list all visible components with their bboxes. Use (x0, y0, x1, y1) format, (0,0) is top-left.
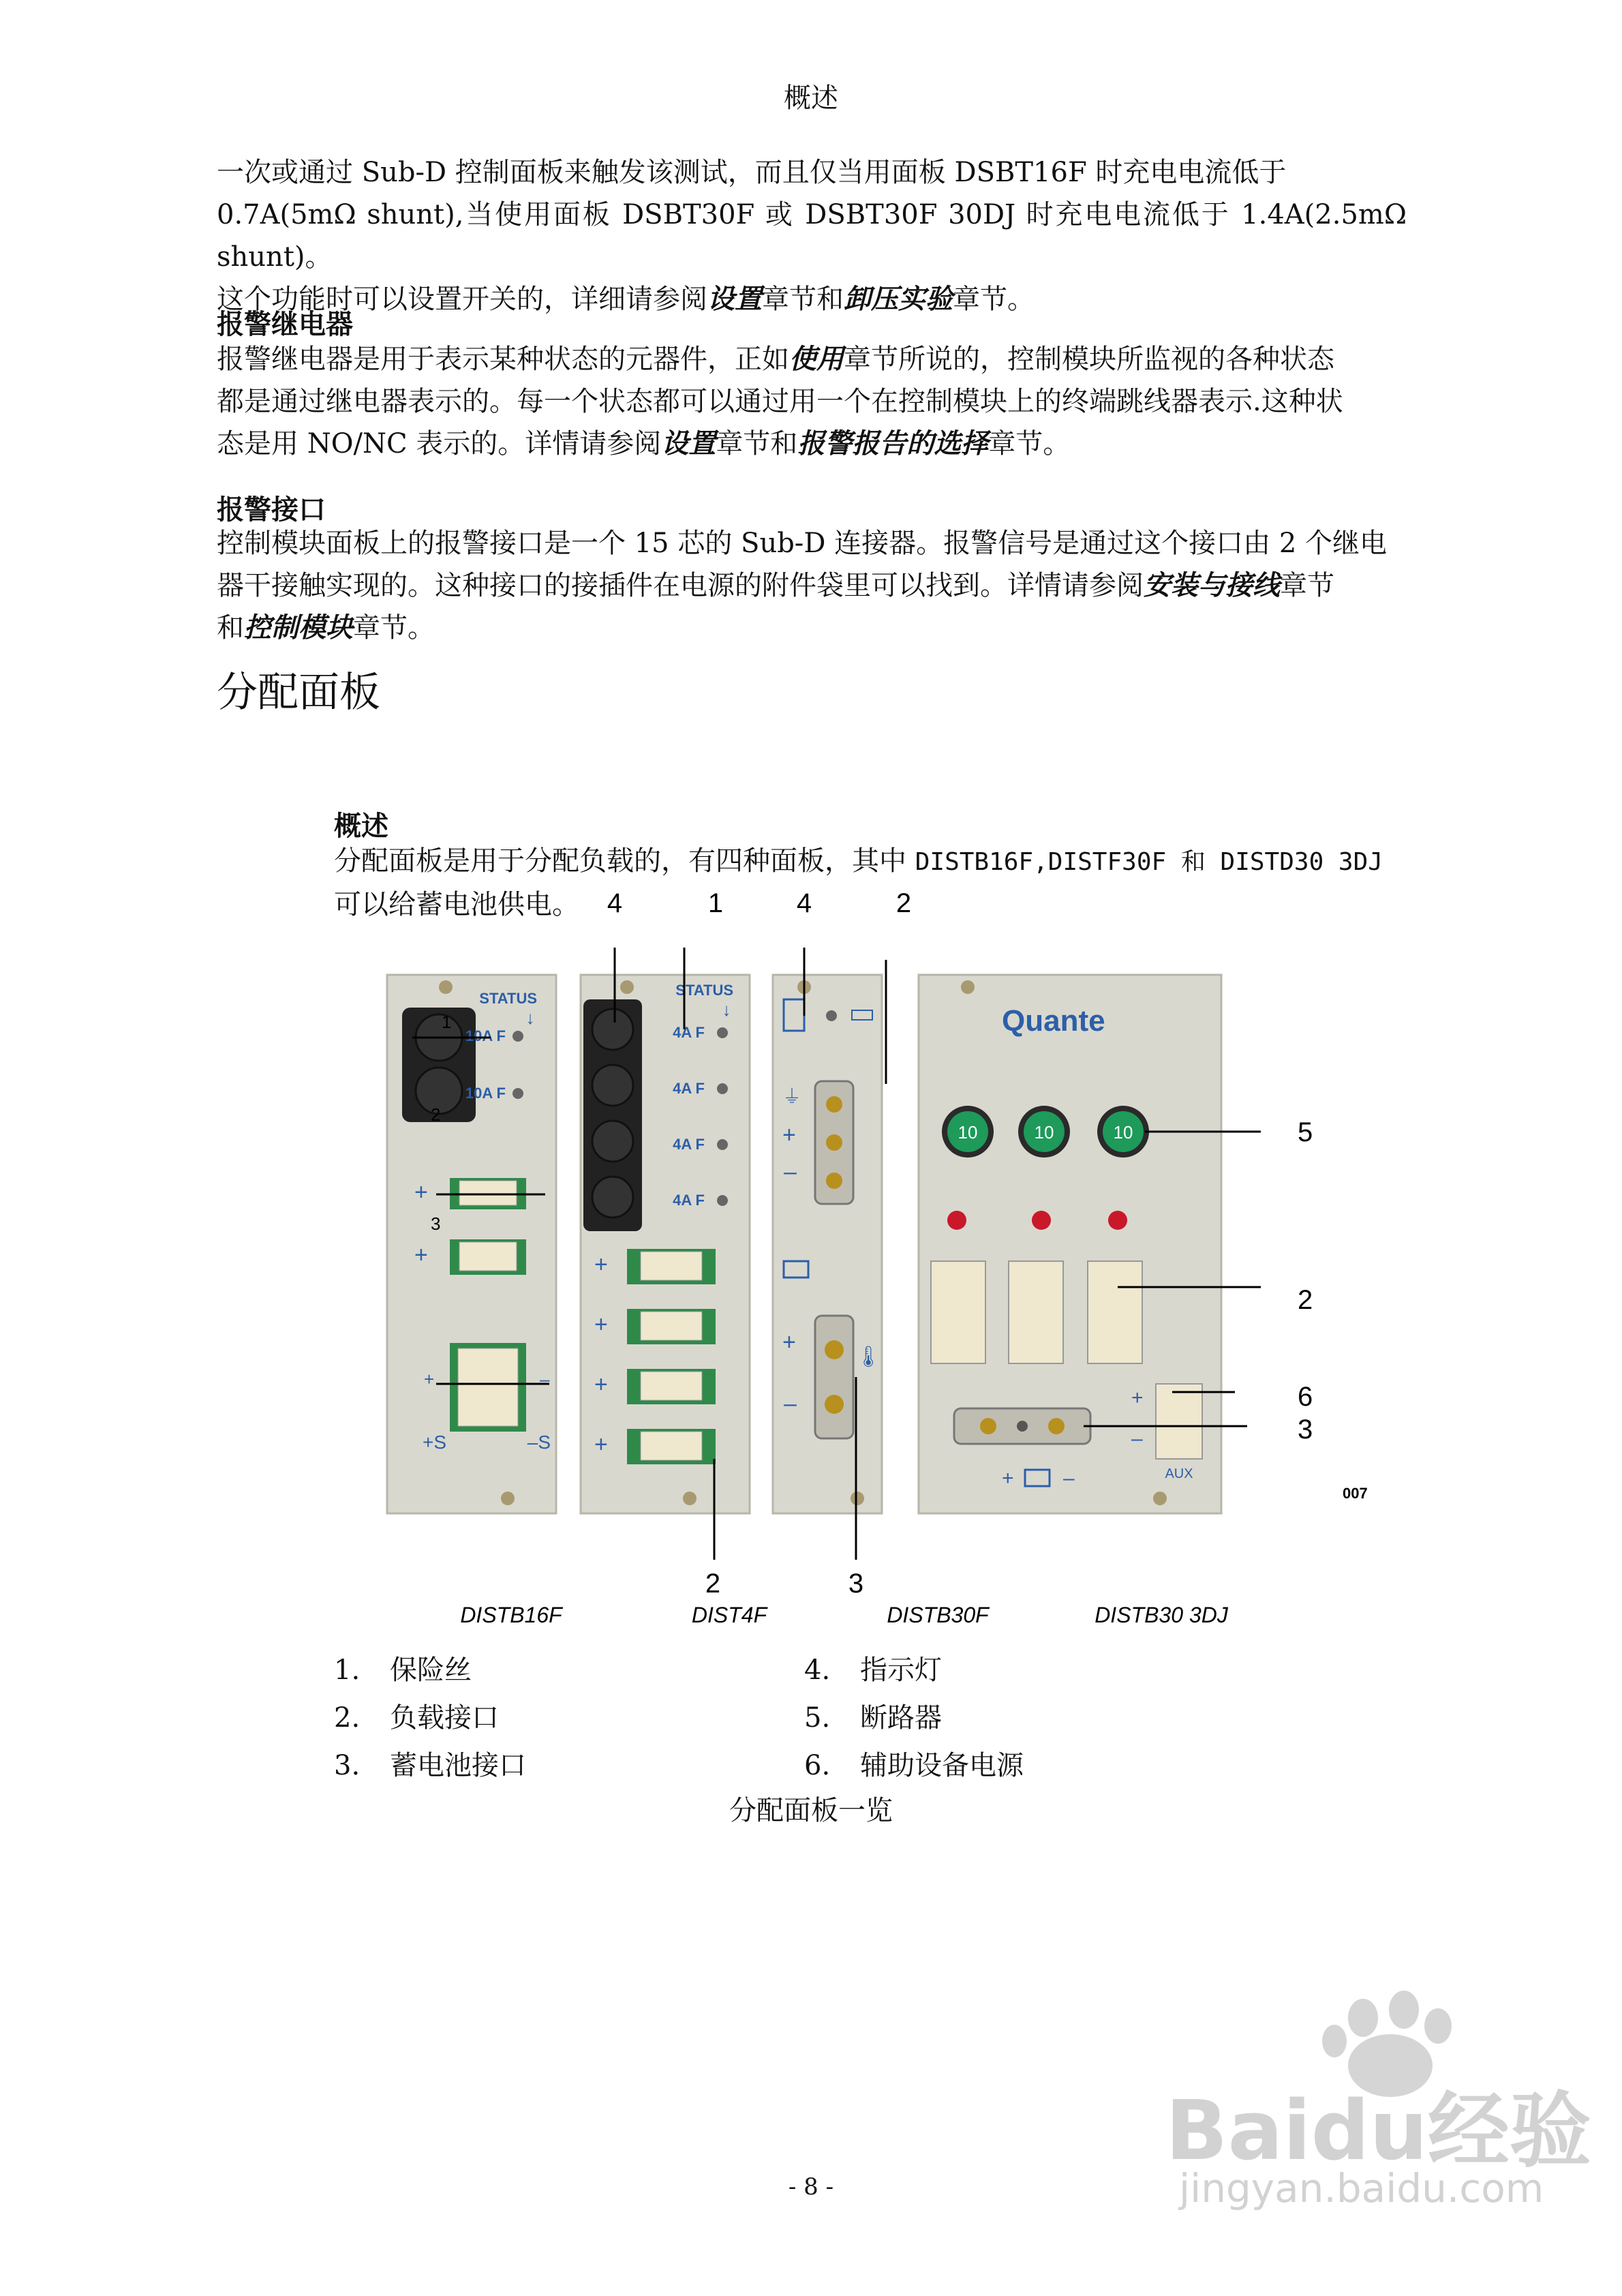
callout-right-6: 6 (1298, 1382, 1313, 1412)
panel1-plus-a: + (414, 1179, 428, 1205)
panel4-screw-bottom (1153, 1492, 1167, 1505)
callout-bottom-2: 2 (705, 1569, 721, 1599)
panel2-fuse-2-icon (592, 1065, 633, 1106)
panel4-led-3 (1108, 1211, 1127, 1230)
overview-line-2: 可以给蓄电池供电。 (334, 889, 579, 920)
ref-pressure-test[interactable]: 卸压实验 (844, 283, 953, 315)
alarm-interface-line-1: 控制模块面板上的报警接口是一个 15 芯的 Sub-D 连接器。报警信号是通过这个接口由 2 个继电 (217, 528, 1387, 559)
panel3-thermometer-icon: 🌡 (855, 1346, 882, 1368)
panel1-plus-b: + (414, 1242, 428, 1268)
legend-item-2: 2. 负载接口 (334, 1702, 499, 1734)
panel4-battery-minus: – (1063, 1467, 1075, 1490)
svg-text:+: + (594, 1372, 608, 1398)
panel1-s-minus: –S (527, 1432, 551, 1453)
panel2-status-arrow-icon: ↓ (722, 999, 731, 1020)
panel3-load-pin-1 (826, 1096, 842, 1113)
panel2-status-label: STATUS (675, 982, 733, 999)
panel1-minus-c: – (540, 1369, 550, 1389)
panel2-screw-bottom (683, 1492, 697, 1505)
panel4-aux-connector (1156, 1384, 1202, 1459)
legend-item-4: 4. 指示灯 (804, 1655, 942, 1686)
panel3-minus-load: – (784, 1159, 797, 1185)
alarm-interface-line-2: 器干接触实现的。这种接口的接插件在电源的附件袋里可以找到。详情请参阅安装与接线章节 (217, 569, 1334, 601)
panel4-load-connector-3 (1088, 1261, 1142, 1363)
ref-settings-2[interactable]: 设置 (661, 427, 716, 459)
alarm-relay-paragraph (217, 338, 1407, 465)
callout-top-4a: 4 (607, 888, 623, 918)
panel1-num-1: 1 (442, 1012, 452, 1032)
callout-right-2: 2 (1298, 1285, 1313, 1315)
intro-line-1: 一次或通过 Sub-D 控制面板来触发该测试，而且仅当用面板 DSBT16F 时充电电流低于 (217, 157, 1287, 188)
legend-item-6: 6. 辅助设备电源 (804, 1750, 1024, 1781)
panel4-battery-plus: + (1002, 1467, 1014, 1490)
panel1-connector-a (459, 1181, 517, 1205)
overview-line-1: 分配面板是用于分配负载的，有四种面板，其中 DISTB16F,DISTF30F 和 DISTD30 3DJ (334, 845, 1383, 877)
panel2-status-led-1 (717, 1027, 728, 1038)
panel1-s-plus: +S (423, 1432, 447, 1453)
panel2-status-led-2 (717, 1083, 728, 1094)
watermark-brand: Baidu经验 (1165, 2084, 1591, 2179)
panel3-plus-battery: + (782, 1329, 796, 1355)
panel1-num-2: 2 (431, 1104, 441, 1125)
panel4-breaker-3-label: 10 (1113, 1122, 1133, 1143)
panel2-screw-top (620, 980, 634, 994)
alarm-interface-heading: 报警接口 (217, 494, 326, 526)
panel1-status-arrow-icon: ↓ (525, 1008, 535, 1028)
alarm-relay-line-2: 都是通过继电器表示的。每一个状态都可以通过用一个在控制模块上的终端跳线器表示.这种状 (217, 386, 1343, 417)
callout-right-5: 5 (1298, 1117, 1313, 1147)
legend-item-1: 1. 保险丝 (334, 1655, 472, 1686)
panel2-fuse-3-icon (592, 1121, 633, 1162)
panel3-screw-bottom (851, 1492, 864, 1505)
callout-right-3: 3 (1298, 1415, 1313, 1445)
panel2-fuse-2-label: 4A F (673, 1080, 705, 1097)
panel4-aux-label: AUX (1165, 1466, 1193, 1481)
intro-line-3: 这个功能时可以设置开关的，详细请参阅设置章节和卸压实验章节。 (217, 283, 1035, 315)
distribution-panels-figure (0, 879, 1622, 1629)
panel3-load-pin-3 (826, 1173, 842, 1189)
panel4-led-2 (1032, 1211, 1051, 1230)
panel1-fuse-2-label: 10A F (465, 1085, 506, 1102)
panel2-fuse-4-label: 4A F (673, 1192, 705, 1209)
panel2-fuse-1-label: 4A F (673, 1024, 705, 1041)
figure-code: 007 (1343, 1485, 1368, 1502)
panel-distb16f (387, 975, 556, 1513)
callout-bottom-3: 3 (848, 1569, 864, 1599)
ref-usage[interactable]: 使用 (789, 343, 844, 375)
panel1-screw-bottom (501, 1492, 515, 1505)
callout-top-2: 2 (896, 888, 912, 918)
panel4-battery-pin-2 (1017, 1421, 1028, 1432)
ref-install-wiring[interactable]: 安装与接线 (1144, 569, 1280, 601)
panel2-fuse-1-icon (592, 1009, 633, 1050)
ref-control-module[interactable]: 控制模块 (244, 611, 353, 644)
panel1-num-3: 3 (431, 1213, 441, 1234)
caption-distb30f: DISTB30F (887, 1603, 989, 1627)
panel1-status-label: STATUS (479, 990, 537, 1007)
panel4-load-connector-2 (1009, 1261, 1063, 1363)
panel3-status-led (826, 1010, 837, 1021)
panel2-status-led-3 (717, 1139, 728, 1150)
callout-top-4b: 4 (796, 888, 812, 918)
panel1-connector-b (459, 1242, 517, 1271)
panel4-brand-logo: Quante (1002, 1004, 1105, 1038)
section-title: 分配面板 (217, 669, 380, 716)
panel-dist4f (581, 948, 750, 1560)
overview-heading: 概述 (334, 811, 388, 842)
baidu-watermark (1159, 1991, 1595, 2236)
panel1-fuse-1-label: 10A F (465, 1027, 506, 1044)
intro-line-2: 0.7A(5mΩ shunt),当使用面板 DSBT30F 或 DSBT30F 30DJ 时充电电流低于 1.4A(2.5mΩ shunt)。 (217, 199, 1407, 273)
panel3-battery-pin-1 (825, 1340, 844, 1359)
panel4-screw-top (961, 980, 975, 994)
panel1-screw-top (439, 980, 453, 994)
page-number: - 8 - (788, 2173, 834, 2201)
panel2-fuse-3-label: 4A F (673, 1136, 705, 1153)
panel4-aux-minus: – (1131, 1428, 1143, 1450)
intro-paragraph (217, 151, 1407, 320)
panel4-load-connector-1 (931, 1261, 985, 1363)
watermark-url: jingyan.baidu.com (1179, 2165, 1544, 2211)
svg-text:+: + (594, 1432, 608, 1457)
legend-item-5: 5. 断路器 (804, 1702, 942, 1734)
panel1-plus-c: + (424, 1369, 435, 1389)
ref-settings[interactable]: 设置 (707, 283, 762, 315)
panel1-status-led-1 (512, 1031, 523, 1042)
alarm-interface-line-3: 和控制模块章节。 (217, 611, 435, 644)
callout-top-1: 1 (707, 888, 724, 918)
legend-item-3: 3. 蓄电池接口 (334, 1750, 526, 1781)
panel3-plus-load: + (782, 1122, 796, 1148)
caption-distb16f: DISTB16F (460, 1603, 562, 1627)
caption-dist4f: DIST4F (691, 1603, 767, 1627)
panel3-battery-subd-connector (815, 1316, 853, 1438)
panel4-led-1 (947, 1211, 966, 1230)
alarm-relay-line-3: 态是用 NO/NC 表示的。详情请参阅设置章节和报警报告的选择章节。 (217, 427, 1071, 459)
caption-distb30-3dj: DISTB30 3DJ (1095, 1603, 1228, 1627)
panel4-breaker-2-label: 10 (1034, 1122, 1054, 1143)
svg-text:+: + (594, 1252, 608, 1278)
alarm-relay-line-1: 报警继电器是用于表示某种状态的元器件，正如使用章节所说的，控制模块所监视的各种状态 (217, 343, 1334, 375)
panel3-load-pin-2 (826, 1134, 842, 1151)
page-header: 概述 (784, 82, 838, 114)
panel4-battery-pin-1 (980, 1418, 996, 1434)
panel4-aux-plus: + (1131, 1387, 1144, 1409)
panel-distb30f (773, 948, 886, 1560)
ref-alarm-report-selection[interactable]: 报警报告的选择 (797, 427, 989, 459)
panel2-status-led-4 (717, 1195, 728, 1206)
panel3-battery-pin-2 (825, 1395, 844, 1414)
panel4-battery-pin-3 (1048, 1418, 1065, 1434)
alarm-interface-paragraph (217, 522, 1407, 649)
panel-distb30-3dj (919, 975, 1261, 1513)
panel1-battery-connector (458, 1348, 518, 1426)
panel2-fuse-4-icon (592, 1177, 633, 1218)
figure-caption: 分配面板一览 (729, 1795, 893, 1826)
svg-text:+: + (594, 1312, 608, 1338)
panel3-ground-icon: ⏚ (782, 1086, 802, 1107)
panel1-status-led-2 (512, 1088, 523, 1099)
panel4-breaker-1-label: 10 (958, 1122, 978, 1143)
alarm-relay-heading: 报警继电器 (217, 309, 353, 340)
panel3-minus-battery: – (784, 1391, 797, 1417)
